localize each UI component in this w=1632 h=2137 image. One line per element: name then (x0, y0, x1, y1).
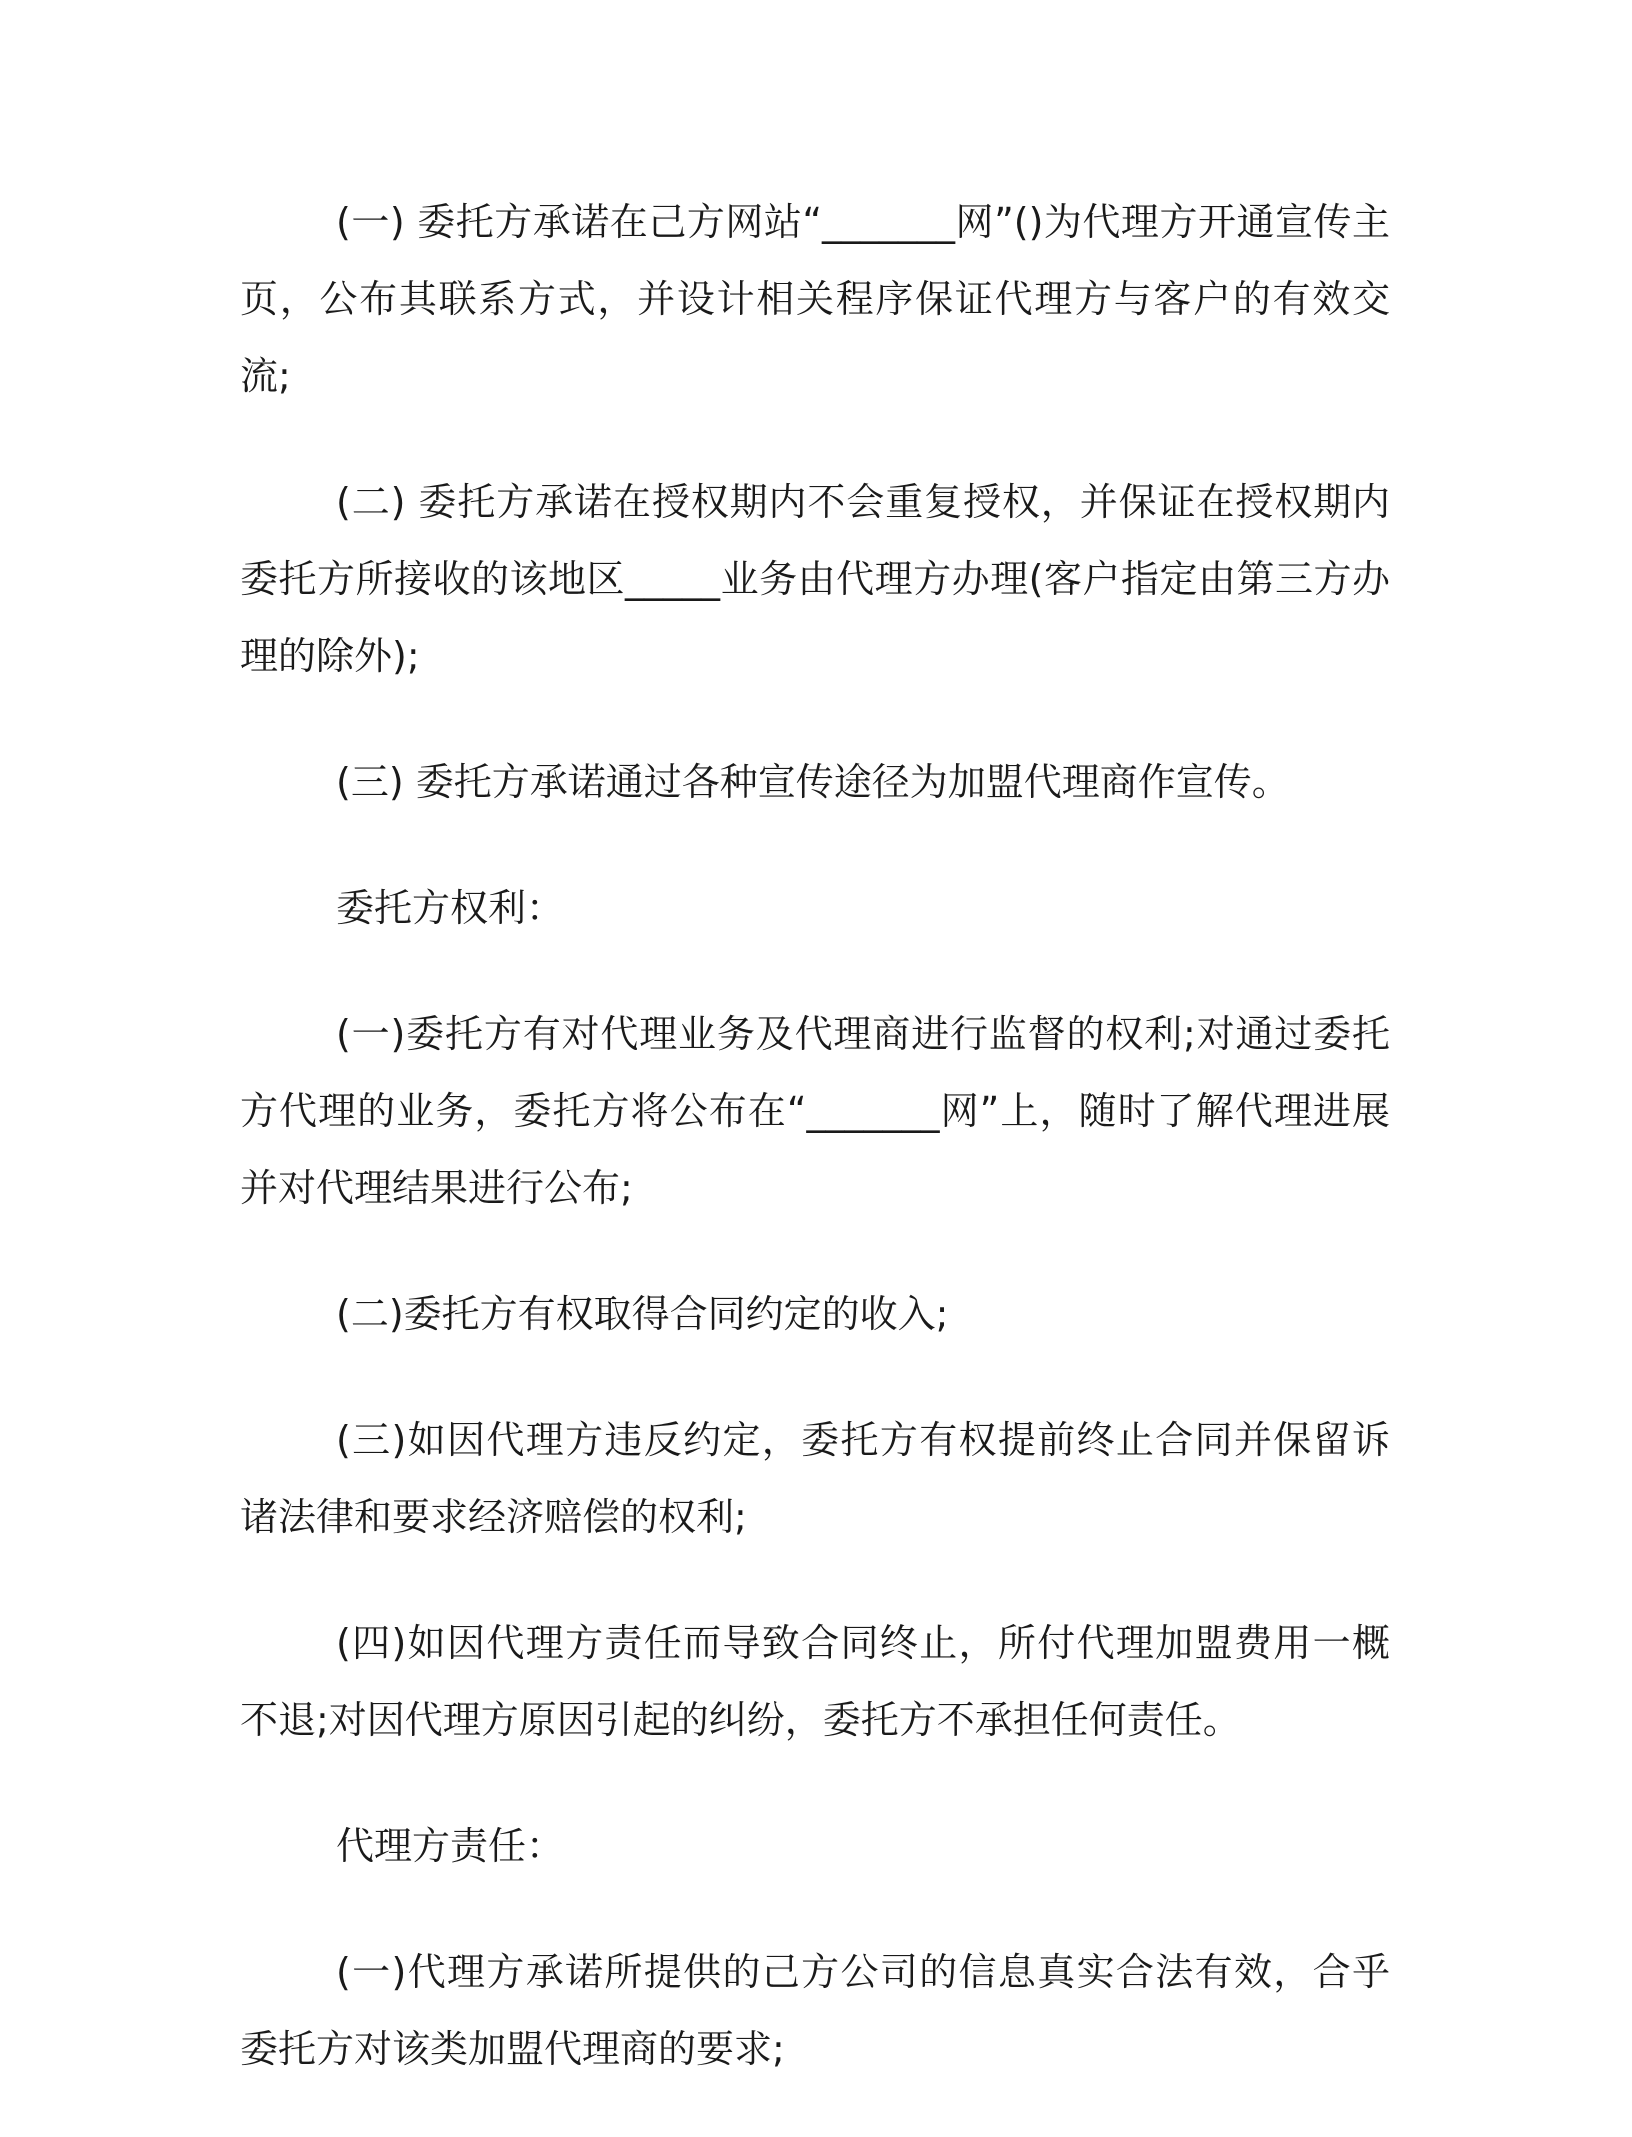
section-heading: 委托方权利： (336, 886, 565, 930)
clause-paragraph: (二)委托方有权取得合同约定的收入; (336, 1292, 949, 1336)
clause-paragraph: (一)代理方承诺所提供的己方公司的信息真实合法有效，合乎委托方对该类加盟代理商的要求; (240, 1950, 1390, 2071)
clause-paragraph: (二) 委托方承诺在授权期内不会重复授权，并保证在授权期内委托方所接收的该地区_____业务由代理方办理(客户指定由第三方办理的除外); (240, 480, 1390, 678)
document-body (240, 184, 1390, 2137)
clause-paragraph: (三)如因代理方违反约定，委托方有权提前终止合同并保留诉诸法律和要求经济赔偿的权利; (240, 1418, 1390, 1539)
clause-paragraph: (一) 委托方承诺在己方网站“_______网”()为代理方开通宣传主页，公布其联系方式，并设计相关程序保证代理方与客户的有效交流; (240, 200, 1390, 398)
clause-paragraph: (四)如因代理方责任而导致合同终止，所付代理加盟费用一概不退;对因代理方原因引起的纠纷，委托方不承担任何责任。 (240, 1621, 1390, 1742)
clause-paragraph: (一)委托方有对代理业务及代理商进行监督的权利;对通过委托方代理的业务，委托方将公布在“_______网”上，随时了解代理进展并对代理结果进行公布; (240, 1012, 1390, 1210)
section-heading: 代理方责任： (336, 1824, 565, 1868)
clause-paragraph: (三) 委托方承诺通过各种宣传途径为加盟代理商作宣传。 (336, 760, 1290, 804)
